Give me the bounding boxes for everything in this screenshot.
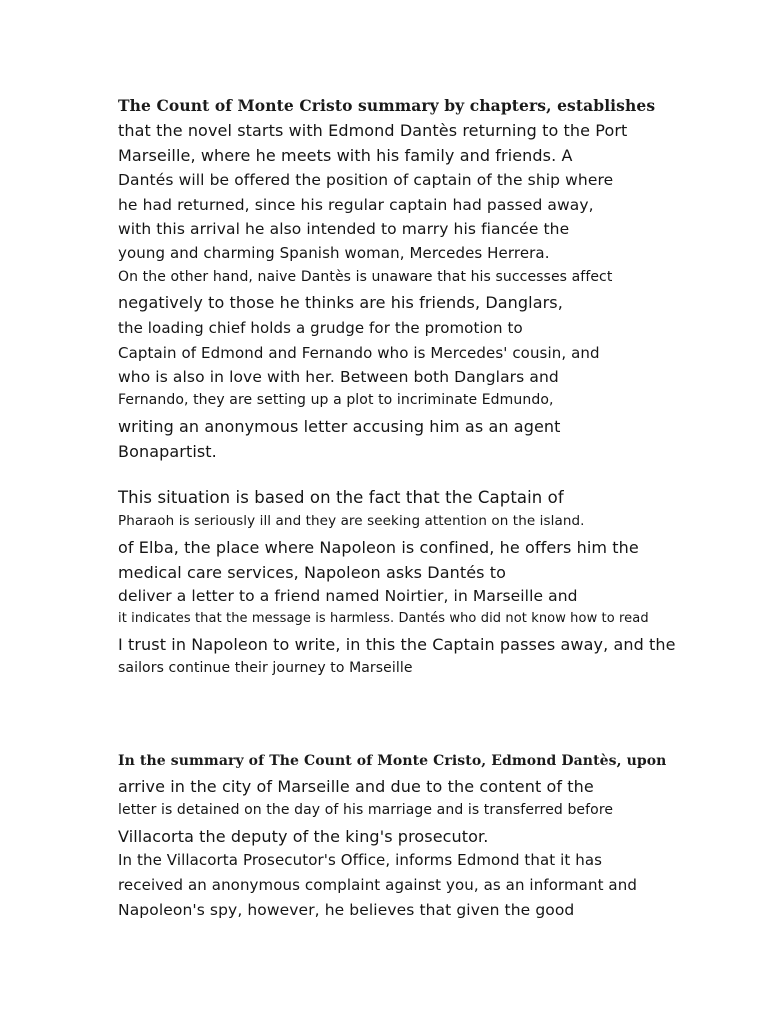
section1-line-8: negatively to those he thinks are his friends, Danglars, (118, 293, 563, 312)
section1-line-5: with this arrival he also intended to marry his fiancée the (118, 220, 570, 238)
section3-line-1: arrive in the city of Marseille and due to the content of the (118, 777, 594, 796)
section1-line-9: the loading chief holds a grudge for the promotion to (118, 319, 523, 337)
section2-line-8: sailors continue their journey to Marseille (118, 660, 413, 676)
section3-line-2: letter is detained on the day of his marriage and is transferred before (118, 802, 614, 818)
section1-line-14: Bonapartist. (118, 442, 217, 461)
section1-heading: The Count of Monte Cristo summary by chapters, establishes (118, 96, 656, 115)
section2-line-7: I trust in Napoleon to write, in this the Captain passes away, and the (118, 635, 676, 654)
section1-line-11: who is also in love with her. Between both Danglars and (118, 368, 559, 386)
section1-line-4: he had returned, since his regular captain had passed away, (118, 196, 594, 214)
section1-line-3: Dantés will be offered the position of captain of the ship where (118, 171, 614, 189)
section2-line-4: medical care services, Napoleon asks Dantés to (118, 563, 507, 582)
section2-line-6: it indicates that the message is harmless. Dantés who did not know how to read (118, 611, 649, 626)
section3-heading: In the summary of The Count of Monte Cristo, Edmond Dantès, upon (118, 753, 667, 769)
section3-line-4: In the Villacorta Prosecutor's Office, informs Edmond that it has (118, 851, 603, 869)
section3-line-3: Villacorta the deputy of the king's prosecutor. (118, 827, 489, 846)
section2-line-5: deliver a letter to a friend named Noirtier, in Marseille and (118, 587, 578, 605)
section1-line-7: On the other hand, naive Dantès is unaware that his successes affect (118, 269, 613, 285)
section1-line-12: Fernando, they are setting up a plot to incriminate Edmundo, (118, 392, 554, 408)
section2-line-1: This situation is based on the fact that the Captain of (118, 488, 564, 507)
section1-line-13: writing an anonymous letter accusing him as an agent (118, 417, 561, 436)
section3-line-5: received an anonymous complaint against you, as an informant and (118, 876, 637, 894)
section1-line-1: that the novel starts with Edmond Dantès returning to the Port (118, 121, 628, 140)
section3-line-6: Napoleon's spy, however, he believes that given the good (118, 901, 575, 919)
section1-line-2: Marseille, where he meets with his family and friends. A (118, 146, 573, 165)
section1-line-10: Captain of Edmond and Fernando who is Mercedes' cousin, and (118, 344, 600, 362)
section2-line-2: Pharaoh is seriously ill and they are seeking attention on the island. (118, 513, 585, 529)
section2-line-3: of Elba, the place where Napoleon is confined, he offers him the (118, 538, 639, 557)
section1-line-6: young and charming Spanish woman, Mercedes Herrera. (118, 244, 550, 262)
